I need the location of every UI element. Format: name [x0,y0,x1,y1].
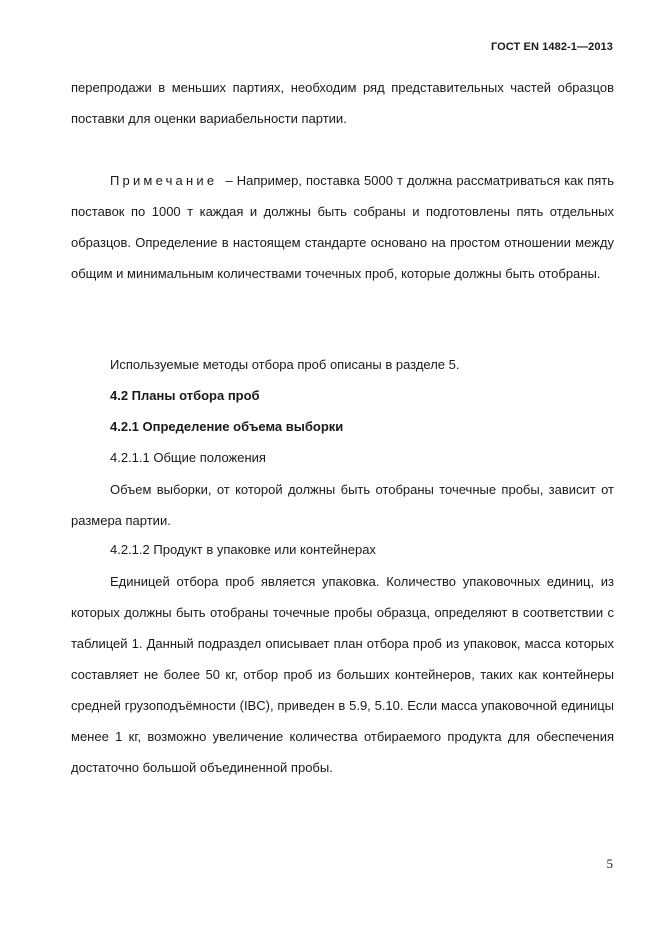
note-paragraph [71,165,614,289]
section-heading-4-2: 4.2 Планы отбора проб [110,388,260,403]
packaging-paragraph: Единицей отбора проб является упаковка. Количество упаковочных единиц, из которых должны быть отобраны точечные пробы образца, определяют в соответствии с таблицей 1. Данный подраздел описывает план отбора проб из упаковок, масса которых составляет не более 50 кг, отбор проб из больших контейнеров, таких как контейнеры средней грузоподъёмности (IBC), приведен в 5.9, 5.10. Если масса упаковочной единицы менее 1 кг, возможно увеличение количества отбираемого продукта для обеспечения достаточно большой объединенной пробы. [71,574,614,775]
page-number: 5 [606,856,613,871]
section-heading-4-2-1-1: 4.2.1.1 Общие положения [110,450,266,465]
paragraph-continuation: перепродажи в меньших партиях, необходим ряд представительных частей образцов поставки для оценки вариабельности партии. [71,80,614,126]
section-heading-4-2-1: 4.2.1 Определение объема выборки [110,419,344,434]
general-provisions-paragraph: Объем выборки, от которой должны быть отобраны точечные пробы, зависит от размера партии. [71,482,614,528]
note-text: – Например, поставка 5000 т должна рассматриваться как пять поставок по 1000 т каждая и должны быть собраны и подготовлены пять отдельных образцов. Определение в настоящем стандарте основано на простом отношении между общим и минимальным количествами точечных проб, которые должны быть отобраны. [71,173,614,281]
standard-code-header: ГОСТ EN 1482-1—2013 [490,41,613,53]
methods-reference: Используемые методы отбора проб описаны в разделе 5. [110,357,460,372]
note-label: Примечание [110,173,218,188]
section-heading-4-2-1-2: 4.2.1.2 Продукт в упаковке или контейнерах [110,542,376,557]
